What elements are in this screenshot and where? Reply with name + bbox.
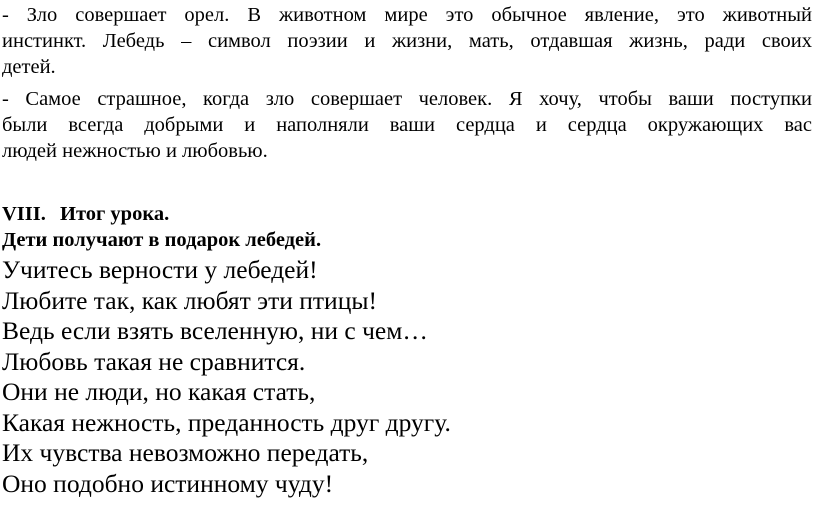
paragraph-line: людей нежностью и любовью. <box>2 140 268 162</box>
paragraph-eagle <box>2 2 812 80</box>
paragraph-human <box>2 86 812 164</box>
poem-line: Любовь такая не сравнится. <box>2 346 306 376</box>
section-title: Итог урока. <box>60 203 170 225</box>
poem-line: Оно подобно истинному чуду! <box>2 468 334 498</box>
poem-line: Ведь если взять вселенную, ни с чем… <box>2 316 428 345</box>
poem <box>2 255 451 499</box>
paragraph-line: детей. <box>2 56 56 78</box>
paragraph-line: - Зло совершает орел. В животном мире это обычное явление, это животный <box>2 4 812 26</box>
paragraph-line: - Самое страшное, когда зло совершает человек. Я хочу, чтобы ваши поступки <box>2 88 812 110</box>
paragraph-line: были всегда добрыми и наполняли ваши сердца и сердца окружающих вас <box>2 114 812 136</box>
poem-line: Любите так, как любят эти птицы! <box>2 285 377 315</box>
paragraph-line: инстинкт. Лебедь – символ поэзии и жизни, мать, отдавшая жизнь, ради своих <box>2 30 812 52</box>
section-subtitle: Дети получают в подарок лебедей. <box>2 229 322 251</box>
poem-line: Их чувства невозможно передать, <box>2 438 369 467</box>
poem-line: Какая нежность, преданность друг другу. <box>2 407 451 437</box>
poem-line: Они не люди, но какая стать, <box>2 377 316 406</box>
section-heading <box>2 201 169 227</box>
section-number: VIII. <box>2 203 46 225</box>
poem-line: Учитесь верности у лебедей! <box>2 255 318 284</box>
